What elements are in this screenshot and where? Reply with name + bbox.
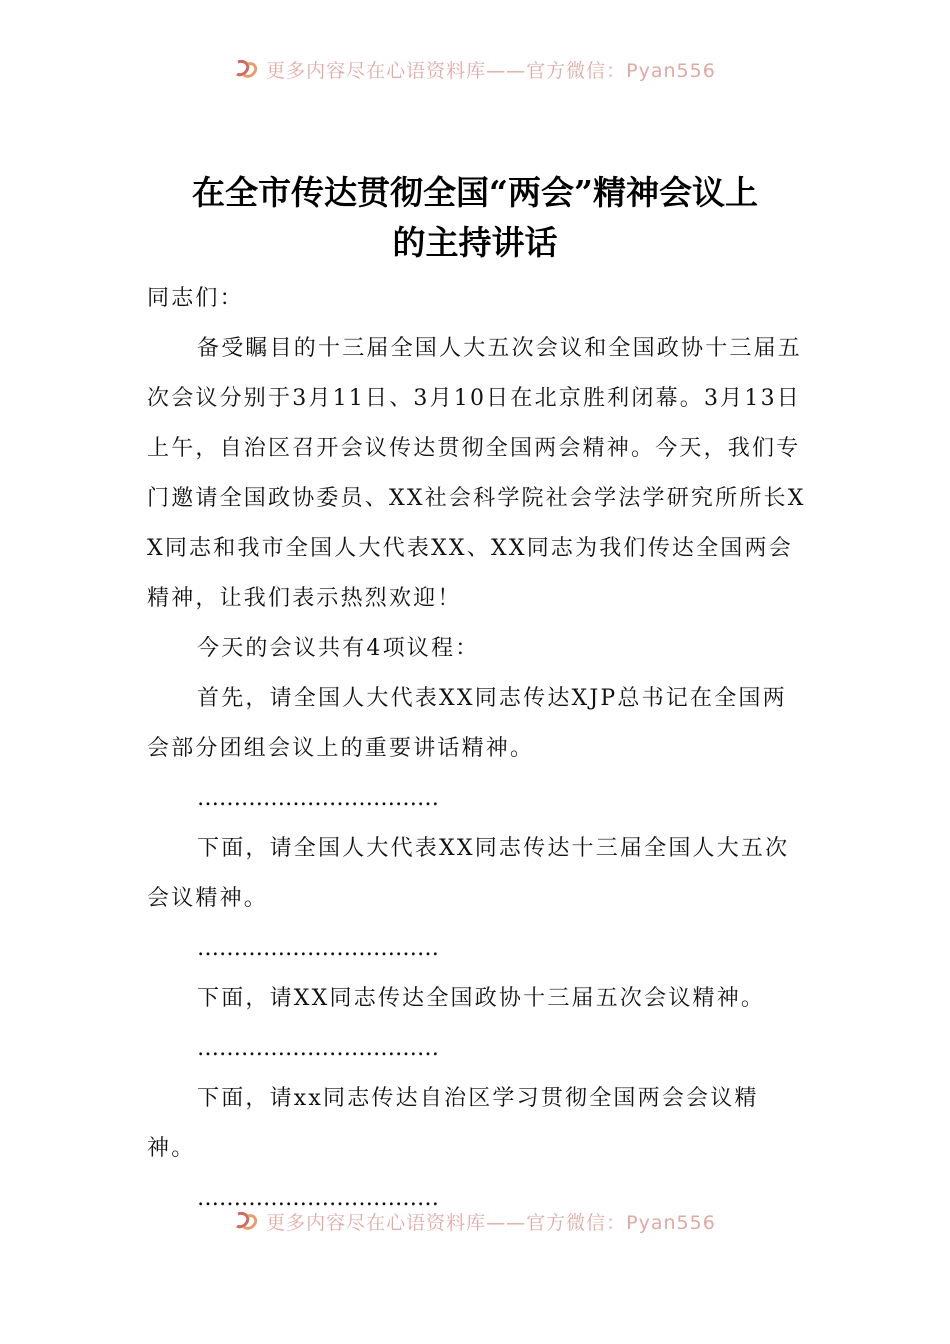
document-body — [147, 274, 807, 1224]
paragraph-item-2: 下面，请全国人大代表XX同志传达十三届全国人大五次会议精神。 — [147, 836, 790, 911]
header-watermark — [0, 54, 950, 84]
paragraph-item-3: 下面，请XX同志传达全国政协十三届五次会议精神。 — [197, 986, 766, 1011]
watermark-text-bottom: 更多内容尽在心语资料库——官方微信：Pyan556 — [266, 1211, 716, 1234]
title-line-1: 在全市传达贯彻全国“两会”精神会议上 — [192, 173, 758, 212]
logo-icon — [234, 1210, 260, 1232]
watermark-group-bottom — [234, 1208, 716, 1235]
paragraph-item-1: 首先，请全国人大代表XX同志传达XJP总书记在全国两会部分团组会议上的重要讲话精神。 — [147, 686, 787, 761]
page-title — [0, 168, 950, 268]
ellipsis-4: …………………………… — [197, 1186, 439, 1211]
watermark-group — [234, 56, 716, 83]
paragraph-agenda: 今天的会议共有4项议程： — [197, 636, 480, 661]
salutation: 同志们： — [147, 286, 244, 311]
logo-icon — [234, 58, 260, 80]
paragraph-intro: 备受瞩目的十三届全国人大五次会议和全国政协十三届五次会议分别于3月11日、3月10日在北京胜利闭幕。3月13日上午，自治区召开会议传达贯彻全国两会精神。今天，我们专门邀请全国政协委员、XX社会科学院社会学法学研究所所长XX同志和我市全国人大代表XX、XX同志为我们传达全国两会精神，让我们表示热烈欢迎！ — [147, 336, 806, 611]
paragraph-item-4: 下面，请xx同志传达自治区学习贯彻全国两会会议精神。 — [147, 1086, 759, 1161]
title-line-2: 的主持讲话 — [392, 223, 558, 262]
footer-watermark — [0, 1206, 950, 1236]
ellipsis-3: …………………………… — [197, 1036, 439, 1061]
ellipsis-2: …………………………… — [197, 936, 439, 961]
watermark-text: 更多内容尽在心语资料库——官方微信：Pyan556 — [266, 59, 716, 82]
ellipsis-1: …………………………… — [197, 786, 439, 811]
